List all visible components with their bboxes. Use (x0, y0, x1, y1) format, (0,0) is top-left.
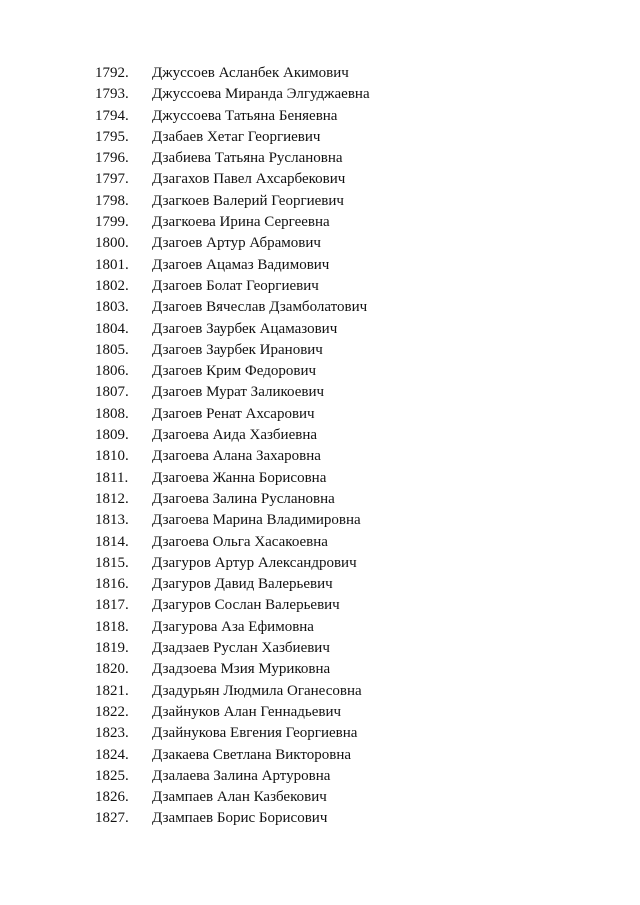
name-list (0, 63, 640, 830)
entry-number: 1799. (95, 214, 129, 231)
list-item (0, 84, 640, 105)
entry-number: 1826. (95, 789, 129, 806)
list-item (0, 617, 640, 638)
list-item (0, 425, 640, 446)
entry-number: 1820. (95, 661, 129, 678)
list-item (0, 659, 640, 680)
entry-number: 1816. (95, 576, 129, 593)
list-item (0, 723, 640, 744)
list-item (0, 681, 640, 702)
list-item (0, 148, 640, 169)
entry-name: Дзалаева Залина Артуровна (152, 767, 331, 784)
entry-number: 1824. (95, 746, 129, 763)
list-item (0, 553, 640, 574)
list-item (0, 468, 640, 489)
list-item (0, 489, 640, 510)
list-item (0, 276, 640, 297)
entry-number: 1807. (95, 384, 129, 401)
entry-number: 1815. (95, 554, 129, 571)
entry-name: Дзабаев Хетаг Георгиевич (152, 128, 321, 145)
entry-number: 1825. (95, 767, 129, 784)
entry-number: 1804. (95, 320, 129, 337)
list-item (0, 787, 640, 808)
entry-name: Дзакаева Светлана Викторовна (152, 746, 352, 763)
entry-number: 1801. (95, 256, 129, 273)
entry-name: Джуссоев Асланбек Акимович (152, 65, 349, 81)
entry-number: 1797. (95, 171, 129, 188)
list-item (0, 297, 640, 318)
entry-name: Дзайнукова Евгения Георгиевна (152, 725, 358, 742)
list-item (0, 446, 640, 467)
entry-number: 1827. (95, 810, 129, 827)
entry-name: Дзагоев Заурбек Иранович (152, 341, 323, 358)
list-item (0, 382, 640, 403)
entry-number: 1817. (95, 597, 129, 614)
entry-name: Дзампаев Алан Казбекович (152, 789, 327, 806)
entry-name: Дзабиева Татьяна Руслановна (152, 150, 343, 167)
entry-name: Дзадзоева Мзия Муриковна (152, 661, 331, 678)
entry-name: Джуссоева Миранда Элгуджаевна (152, 86, 370, 103)
entry-name: Дзагкоев Валерий Георгиевич (152, 192, 344, 209)
entry-name: Дзагоев Мурат Заликоевич (152, 384, 325, 401)
entry-name: Дзагоев Заурбек Ацамазович (152, 320, 338, 337)
entry-number: 1823. (95, 725, 129, 742)
list-item (0, 340, 640, 361)
entry-name: Дзагурова Аза Ефимовна (152, 618, 314, 635)
entry-number: 1809. (95, 427, 129, 444)
entry-name: Дзагоев Артур Абрамович (152, 235, 321, 252)
entry-number: 1802. (95, 277, 129, 294)
entry-number: 1805. (95, 341, 129, 358)
entry-name: Дзагоева Аида Хазбиевна (152, 427, 317, 444)
entry-name: Дзагоева Жанна Борисовна (152, 469, 327, 486)
list-item (0, 574, 640, 595)
list-item (0, 106, 640, 127)
entry-name: Джуссоева Татьяна Беняевна (152, 107, 338, 124)
list-item (0, 63, 640, 84)
list-item (0, 233, 640, 254)
entry-name: Дзагоев Крим Федорович (152, 363, 317, 380)
list-item (0, 169, 640, 190)
entry-name: Дзагоев Болат Георгиевич (152, 277, 319, 294)
list-item (0, 319, 640, 340)
entry-number: 1808. (95, 405, 129, 422)
list-item (0, 702, 640, 723)
list-item (0, 595, 640, 616)
list-item (0, 510, 640, 531)
list-item (0, 745, 640, 766)
list-item (0, 808, 640, 829)
entry-number: 1792. (95, 65, 129, 81)
entry-number: 1806. (95, 363, 129, 380)
list-item (0, 532, 640, 553)
entry-name: Дзампаев Борис Борисович (152, 810, 328, 827)
entry-name: Дзагуров Артур Александрович (152, 554, 357, 571)
entry-number: 1814. (95, 533, 129, 550)
entry-name: Дзагоева Марина Владимировна (152, 512, 361, 529)
entry-number: 1812. (95, 490, 129, 507)
entry-number: 1798. (95, 192, 129, 209)
entry-number: 1819. (95, 640, 129, 657)
entry-number: 1794. (95, 107, 129, 124)
entry-number: 1811. (95, 469, 129, 486)
list-item (0, 404, 640, 425)
entry-name: Дзагоева Залина Руслановна (152, 490, 335, 507)
entry-name: Дзадурьян Людмила Оганесовна (152, 682, 362, 699)
entry-number: 1810. (95, 448, 129, 465)
entry-name: Дзагоев Ацамаз Вадимович (152, 256, 330, 273)
entry-name: Дзайнуков Алан Геннадьевич (152, 703, 342, 720)
entry-number: 1795. (95, 128, 129, 145)
entry-name: Дзагахов Павел Ахсарбекович (152, 171, 346, 188)
entry-number: 1803. (95, 299, 129, 316)
entry-number: 1821. (95, 682, 129, 699)
list-item (0, 638, 640, 659)
entry-name: Дзагоева Алана Захаровна (152, 448, 321, 465)
list-item (0, 212, 640, 233)
entry-name: Дзагоева Ольга Хасакоевна (152, 533, 328, 550)
entry-number: 1796. (95, 150, 129, 167)
entry-number: 1813. (95, 512, 129, 529)
entry-number: 1800. (95, 235, 129, 252)
entry-name: Дзадзаев Руслан Хазбиевич (152, 640, 330, 657)
list-item (0, 361, 640, 382)
entry-number: 1818. (95, 618, 129, 635)
entry-number: 1822. (95, 703, 129, 720)
list-item (0, 766, 640, 787)
list-item (0, 191, 640, 212)
entry-name: Дзагуров Сослан Валерьевич (152, 597, 340, 614)
entry-name: Дзагкоева Ирина Сергеевна (152, 214, 330, 231)
entry-number: 1793. (95, 86, 129, 103)
entry-name: Дзагоев Вячеслав Дзамболатович (152, 299, 368, 316)
entry-name: Дзагуров Давид Валерьевич (152, 576, 333, 593)
list-item (0, 127, 640, 148)
entry-name: Дзагоев Ренат Ахсарович (152, 405, 315, 422)
list-item (0, 255, 640, 276)
